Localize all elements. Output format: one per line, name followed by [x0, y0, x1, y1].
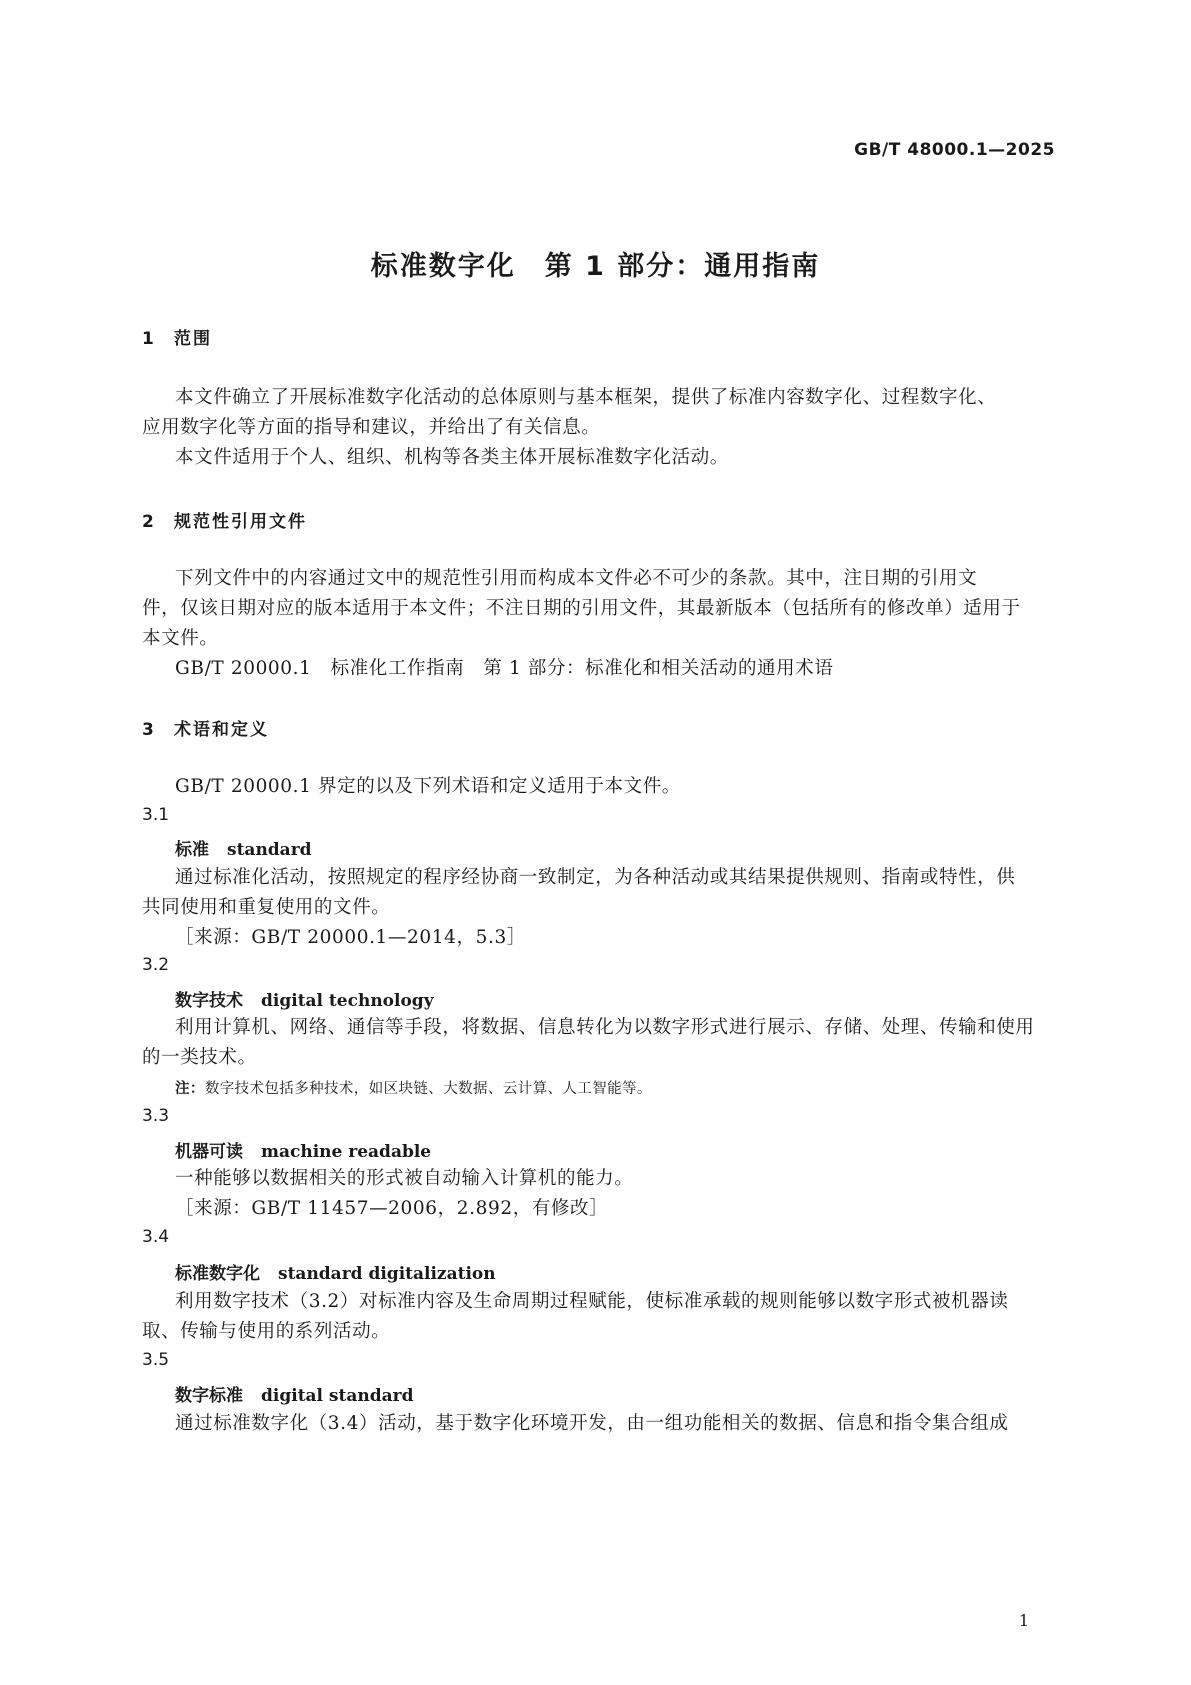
paragraph-line: 应用数字化等方面的指导和建议，并给出了有关信息。 [142, 417, 601, 438]
definition-line: 利用数字技术（3.2）对标准内容及生命周期过程赋能，使标准承载的规则能够以数字形式被机器读 [175, 1291, 1009, 1312]
paragraph-line: 本文件适用于个人、组织、机构等各类主体开展标准数字化活动。 [175, 447, 729, 468]
source-citation: ［来源：GB/T 20000.1—2014，5.3］ [175, 927, 526, 948]
definition-line: 取、传输与使用的系列活动。 [142, 1321, 391, 1342]
definition-line: 通过标准化活动，按照规定的程序经协商一致制定，为各种活动或其结果提供规则、指南或特性，供 [175, 867, 1016, 888]
paragraph-line: 本文件确立了开展标准数字化活动的总体原则与基本框架，提供了标准内容数字化、过程数字化、 [175, 387, 997, 408]
definition-line: 的一类技术。 [142, 1047, 257, 1068]
term-zh: 数字技术 [175, 991, 243, 1011]
reference-entry: GB/T 20000.1 标准化工作指南 第 1 部分：标准化和相关活动的通用术语 [175, 658, 834, 679]
section-heading-terms-definitions [142, 715, 269, 740]
note-text: 数字技术包括多种技术，如区块链、大数据、云计算、人工智能等。 [204, 1081, 652, 1097]
document-title: 标准数字化 第 1 部分：通用指南 [370, 251, 821, 282]
paragraph-line: 下列文件中的内容通过文中的规范性引用而构成本文件必不可少的条款。其中，注日期的引用文 [175, 568, 978, 589]
term-entry [175, 1381, 413, 1406]
paragraph-line: 件，仅该日期对应的版本适用于本文件；不注日期的引用文件，其最新版本（包括所有的修改单）适用于 [142, 598, 1021, 619]
definition-line: 利用计算机、网络、通信等手段，将数据、信息转化为以数字形式进行展示、存储、处理、传输和使用 [175, 1017, 1035, 1038]
section-title: 规范性引用文件 [174, 512, 307, 532]
term-entry [175, 835, 312, 860]
section-number: 3 [142, 720, 154, 740]
definition-line: 通过标准数字化（3.4）活动，基于数字化环境开发，由一组功能相关的数据、信息和指令集合组成 [175, 1413, 1009, 1434]
term-note [175, 1077, 652, 1098]
section-title: 范围 [174, 329, 212, 349]
term-number: 3.5 [142, 1350, 170, 1370]
section-heading-scope [142, 324, 212, 349]
section-heading-normative-references [142, 507, 307, 532]
term-en: digital technology [261, 991, 434, 1011]
term-zh: 机器可读 [175, 1142, 243, 1162]
term-number: 3.2 [142, 955, 170, 975]
term-zh: 数字标准 [175, 1386, 243, 1406]
term-entry [175, 986, 434, 1011]
term-en: machine readable [261, 1142, 432, 1162]
term-en: standard digitalization [278, 1264, 496, 1284]
definition-line: 一种能够以数据相关的形式被自动输入计算机的能力。 [175, 1168, 634, 1189]
term-zh: 标准数字化 [175, 1264, 260, 1284]
term-number: 3.4 [142, 1227, 170, 1247]
section-number: 2 [142, 512, 154, 532]
paragraph-line: 本文件。 [142, 628, 219, 649]
term-number: 3.3 [142, 1106, 170, 1126]
page-number: 1 [1018, 1611, 1029, 1630]
section-title: 术语和定义 [174, 720, 269, 740]
definition-line: 共同使用和重复使用的文件。 [142, 897, 391, 918]
term-zh: 标准 [175, 840, 209, 860]
term-number: 3.1 [142, 805, 170, 825]
paragraph-line: GB/T 20000.1 界定的以及下列术语和定义适用于本文件。 [175, 776, 681, 797]
term-entry [175, 1259, 496, 1284]
section-number: 1 [142, 329, 154, 349]
term-entry [175, 1137, 431, 1162]
term-en: standard [227, 840, 312, 860]
source-citation: ［来源：GB/T 11457—2006，2.892，有修改］ [175, 1198, 609, 1219]
document-code: GB/T 48000.1—2025 [854, 140, 1055, 160]
term-en: digital standard [261, 1386, 414, 1406]
note-label: 注： [175, 1081, 205, 1097]
